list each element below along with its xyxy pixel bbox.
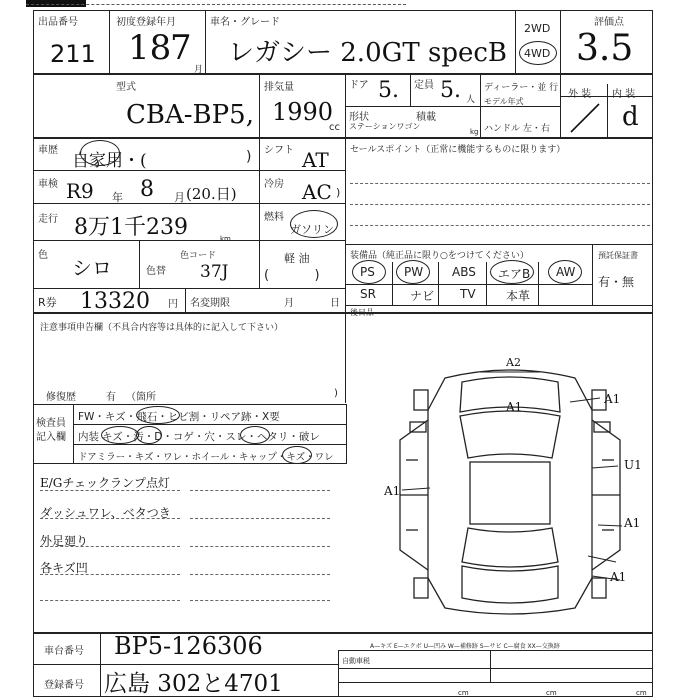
- equipment-circle-3: [490, 260, 534, 284]
- load-unit: kg: [470, 128, 479, 136]
- interior-grade: d: [622, 102, 639, 132]
- mark-a1-roof: A1: [506, 400, 523, 414]
- usage-close: ): [246, 149, 252, 165]
- car-roof: [470, 462, 550, 524]
- drive-4wd-circle: [519, 41, 557, 65]
- color-value: シロ: [72, 256, 112, 280]
- equipment-circle-1: [396, 260, 430, 284]
- mark-a1-right-door: A1: [624, 516, 641, 530]
- aftermarket-label: 後日品: [350, 308, 374, 317]
- diesel-paren: ( ): [264, 268, 320, 283]
- fuel-circle: [290, 210, 338, 238]
- equipment-circle-0: [352, 260, 386, 284]
- equipment-item-4: AW: [556, 265, 576, 279]
- equipment-item-r2-1: ナビ: [410, 289, 435, 303]
- repair-label: 修復歴: [46, 392, 76, 403]
- score: 3.5: [576, 28, 634, 69]
- wheel-rr: [592, 578, 606, 598]
- fuel-value: ガソリン: [290, 223, 334, 236]
- mileage-label: 走行: [38, 214, 58, 225]
- capacity-label: 定員: [414, 80, 434, 91]
- wheel-fl: [414, 390, 428, 410]
- equipment-item-3: エアB: [498, 267, 531, 281]
- handle-label: ハンドル 左・右: [484, 124, 550, 134]
- car-windshield: [460, 411, 560, 458]
- first-reg-label: 初度登録年月: [116, 17, 176, 28]
- first-reg-month: 7: [170, 28, 192, 68]
- mark-a1-rear-right: A1: [610, 570, 627, 584]
- type-label: 型式: [116, 82, 136, 93]
- check-row-3: ドアミラー・キズ・ワレ・ホイール・キャップ・キズ・ワレ: [78, 452, 334, 463]
- check-row-1: FW・キズ・飛石・ヒビ割・リペア跡・X要: [78, 411, 280, 423]
- equipment-label: 装備品（純正品に限り○をつけてください）: [350, 251, 529, 261]
- model-grade-label: 車名・グレード: [210, 17, 280, 28]
- inspection-year-unit: 年: [112, 191, 123, 204]
- scratch-circle: [101, 426, 139, 444]
- equipment-grid-col-2: [486, 262, 487, 305]
- recycle-label: 預託保証書: [598, 251, 638, 260]
- capacity-value: 5.: [440, 78, 461, 103]
- equipment-item-0: PS: [360, 265, 375, 279]
- type-value: CBA-BP5,: [126, 100, 254, 130]
- note-line-3: 外足廻り: [40, 534, 89, 548]
- diesel-label: 軽 油: [284, 252, 310, 265]
- shift-value: AT: [302, 148, 329, 172]
- tax-label: 自動車税: [342, 657, 370, 665]
- month-unit: 月: [194, 65, 204, 75]
- drive-4wd: 4WD: [524, 47, 551, 60]
- mileage-unit: km: [220, 235, 231, 243]
- cm-unit-3: cm: [636, 689, 647, 697]
- r-ticket-unit: 円: [168, 299, 178, 310]
- displacement-label: 排気量: [264, 82, 294, 93]
- equipment-item-r2-2: TV: [460, 287, 476, 301]
- ac-close: ): [336, 186, 341, 199]
- model-grade: レガシー 2.0GT specB: [228, 38, 508, 68]
- note-line-4: 各キズ凹: [40, 561, 88, 575]
- entry-label: 記入欄: [36, 432, 66, 443]
- inspection-era: R9: [66, 179, 94, 203]
- drive-2wd: 2WD: [524, 22, 551, 35]
- equipment-circle-4: [548, 260, 582, 284]
- check-row-2: キズ・汚・D・コゲ・穴・スレ・ヘタリ・破レ: [102, 431, 320, 443]
- capacity-unit: 人: [466, 95, 476, 105]
- car-rear-window: [462, 528, 558, 567]
- cm-unit-1: cm: [458, 689, 469, 697]
- first-reg-year: 18: [128, 28, 172, 68]
- car-trunk: [462, 566, 558, 603]
- ac-value: AC: [302, 180, 332, 204]
- repair-location: （箇所: [126, 392, 156, 403]
- recycle-value: 有・無: [598, 275, 635, 289]
- displacement-value: 1990: [272, 98, 334, 126]
- chassis-label: 車台番号: [44, 646, 84, 657]
- chassis-value: BP5-126306: [114, 632, 263, 660]
- note-line-1: E/Gチェックランプ点灯: [40, 476, 171, 490]
- equipment-grid-col-3: [538, 262, 539, 305]
- dealer-label: ディーラー・並 行: [484, 83, 559, 93]
- displacement-unit: cc: [329, 122, 340, 133]
- color-label: 色: [38, 250, 48, 261]
- mark-a1-left: A1: [384, 484, 401, 498]
- repair-close: ): [334, 388, 338, 399]
- shift-label: シフト: [264, 145, 294, 156]
- mark-u1: U1: [624, 458, 642, 472]
- wheel-rl: [414, 578, 428, 598]
- exterior-label: 外 装: [568, 89, 592, 100]
- shape-label: 形状: [349, 112, 369, 123]
- interior-label: 内 装: [612, 89, 636, 100]
- name-change-month: 月: [284, 298, 294, 309]
- equipment-item-1: PW: [404, 265, 424, 279]
- mark-a1-front-right: A1: [604, 392, 621, 406]
- equipment-item-r2-0: SR: [360, 287, 376, 301]
- doors-label: ドア: [349, 80, 369, 91]
- notice-label: 注意事項申告欄（不具合内容等は具体的に記入して下さい）: [40, 323, 284, 333]
- lot-number: 211: [50, 40, 96, 68]
- fuel-label: 燃料: [264, 212, 284, 223]
- doors-value: 5.: [378, 78, 399, 103]
- note-line-2: ダッシュワレ、ベタつき: [40, 506, 171, 520]
- registration-value: 広島 302と4701: [104, 671, 283, 697]
- mileage-value: 8万1千239: [74, 215, 188, 240]
- usage-label: 車歴: [38, 145, 58, 156]
- model-year-label: モデル年式: [484, 97, 524, 106]
- cm-unit-2: cm: [546, 689, 557, 697]
- r-ticket-value: 13320: [80, 289, 150, 314]
- score-label: 評価点: [594, 17, 624, 28]
- sales-point-label: セールスポイント（正常に機能するものに限ります）: [350, 145, 566, 155]
- load-label: 積載: [416, 112, 436, 123]
- inspection-label: 車検: [38, 179, 58, 190]
- color-code-value: 37J: [200, 262, 229, 282]
- name-change-label: 名変期限: [190, 298, 230, 309]
- stain-circle: [136, 426, 162, 444]
- usage-value: 自家用・(: [72, 151, 147, 171]
- inspection-month: 8: [140, 177, 154, 202]
- shape-value: ステーションワゴン: [349, 122, 421, 131]
- equipment-item-r2-3: 本革: [506, 289, 531, 303]
- mark-a2: A2: [506, 356, 521, 369]
- repair-value: 有: [106, 392, 116, 403]
- exterior-slash: [565, 100, 605, 136]
- color-change-label: 色替: [146, 266, 166, 277]
- damage-legend: A—キズ E—エクボ U—凹み W—補修跡 S—サビ C—腐食 XX—交換跡: [370, 643, 560, 650]
- inspection-month-unit: 月: [174, 191, 185, 204]
- rub-circle: [240, 426, 270, 444]
- check-row-2-label: 内装: [78, 431, 99, 443]
- stone-chip-circle: [136, 406, 180, 424]
- car-diagram: [370, 350, 650, 620]
- ac-label: 冷房: [264, 179, 284, 190]
- equipment-item-2: ABS: [452, 265, 476, 279]
- inspector-label: 検査員: [36, 418, 66, 429]
- lot-number-label: 出品番号: [38, 17, 78, 28]
- name-change-day: 日: [330, 298, 340, 309]
- wheel-scratch-circle: [282, 446, 312, 464]
- registration-label: 登録番号: [44, 680, 84, 691]
- equipment-grid-col-0: [392, 262, 393, 305]
- equipment-grid-col-1: [438, 262, 439, 305]
- usage-circle: [80, 140, 120, 166]
- equipment-grid-line: [345, 284, 592, 285]
- color-code-label: 色コード: [180, 251, 217, 261]
- inspection-day: (20.日): [186, 185, 237, 203]
- r-ticket-label: R券: [38, 296, 57, 309]
